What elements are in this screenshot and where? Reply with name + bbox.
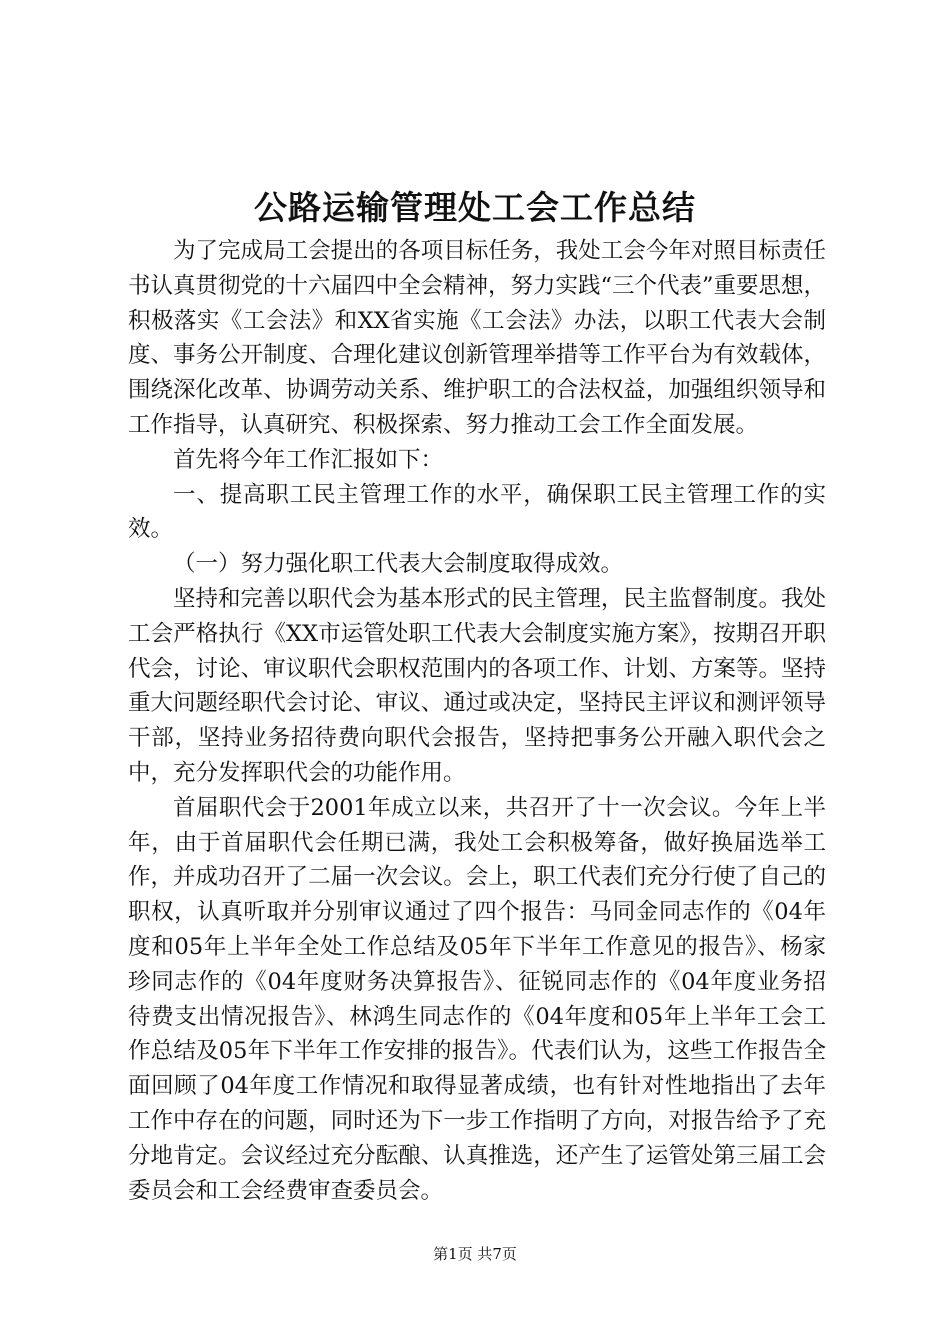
section-heading-1: 一、提高职工民主管理工作的水平，确保职工民主管理工作的实效。: [128, 481, 826, 543]
paragraph-report-lead: 首先将今年工作汇报如下：: [173, 446, 444, 473]
page-number-footer: 第1页 共7页: [433, 1245, 517, 1263]
document-title: 公路运输管理处工会工作总结: [254, 188, 696, 227]
document-body: [128, 234, 826, 1208]
paragraph-intro: 为了完成局工会提出的各项目标任务，我处工会今年对照目标责任书认真贯彻党的十六届四中全会精神，努力实践“三个代表”重要思想，积极落实《工会法》和XX省实施《工会法》办法，以职工代表大会制度、事务公开制度、合理化建议创新管理举措等工作平台为有效载体，围绕深化改革、协调劳动关系、维护职工的合法权益，加强组织领导和工作指导，认真研究、积极探索、努力推动工会工作全面发展。: [128, 238, 827, 438]
paragraph-first-congress: 首届职代会于2001年成立以来，共召开了十一次会议。今年上半年，由于首届职代会任期已满，我处工会积极筹备，做好换届选举工作，并成功召开了二届一次会议。会上，职工代表们充分行使了自己的职权，认真听取并分别审议通过了四个报告：马同金同志作的《04年度和05年上半年全处工作总结及05年下半年工作意见的报告》、杨家珍同志作的《04年度财务决算报告》、征锐同志作的《04年度业务招待费支出情况报告》、林鸿生同志作的《04年度和05年上半年工会工作总结及05年下半年工作安排的报告》。代表们认为，这些工作报告全面回顾了04年度工作情况和取得显著成绩，也有针对性地指出了去年工作中存在的问题，同时还为下一步工作指明了方向，对报告给予了充分地肯定。会议经过充分酝酿、认真推选，还产生了运管处第三届工会委员会和工会经费审查委员会。: [128, 794, 826, 1204]
subsection-heading-1: （一）努力强化职工代表大会制度取得成效。: [173, 551, 624, 578]
paragraph-congress-system: 坚持和完善以职代会为基本形式的民主管理，民主监督制度。我处工会严格执行《XX市运管处职工代表大会制度实施方案》，按期召开职代会，讨论、审议职代会职权范围内的各项工作、计划、方案等。坚持重大问题经职代会讨论、审议、通过或决定，坚持民主评议和测评领导干部，坚持业务招待费向职代会报告，坚持把事务公开融入职代会之中，充分发挥职代会的功能作用。: [128, 585, 826, 786]
